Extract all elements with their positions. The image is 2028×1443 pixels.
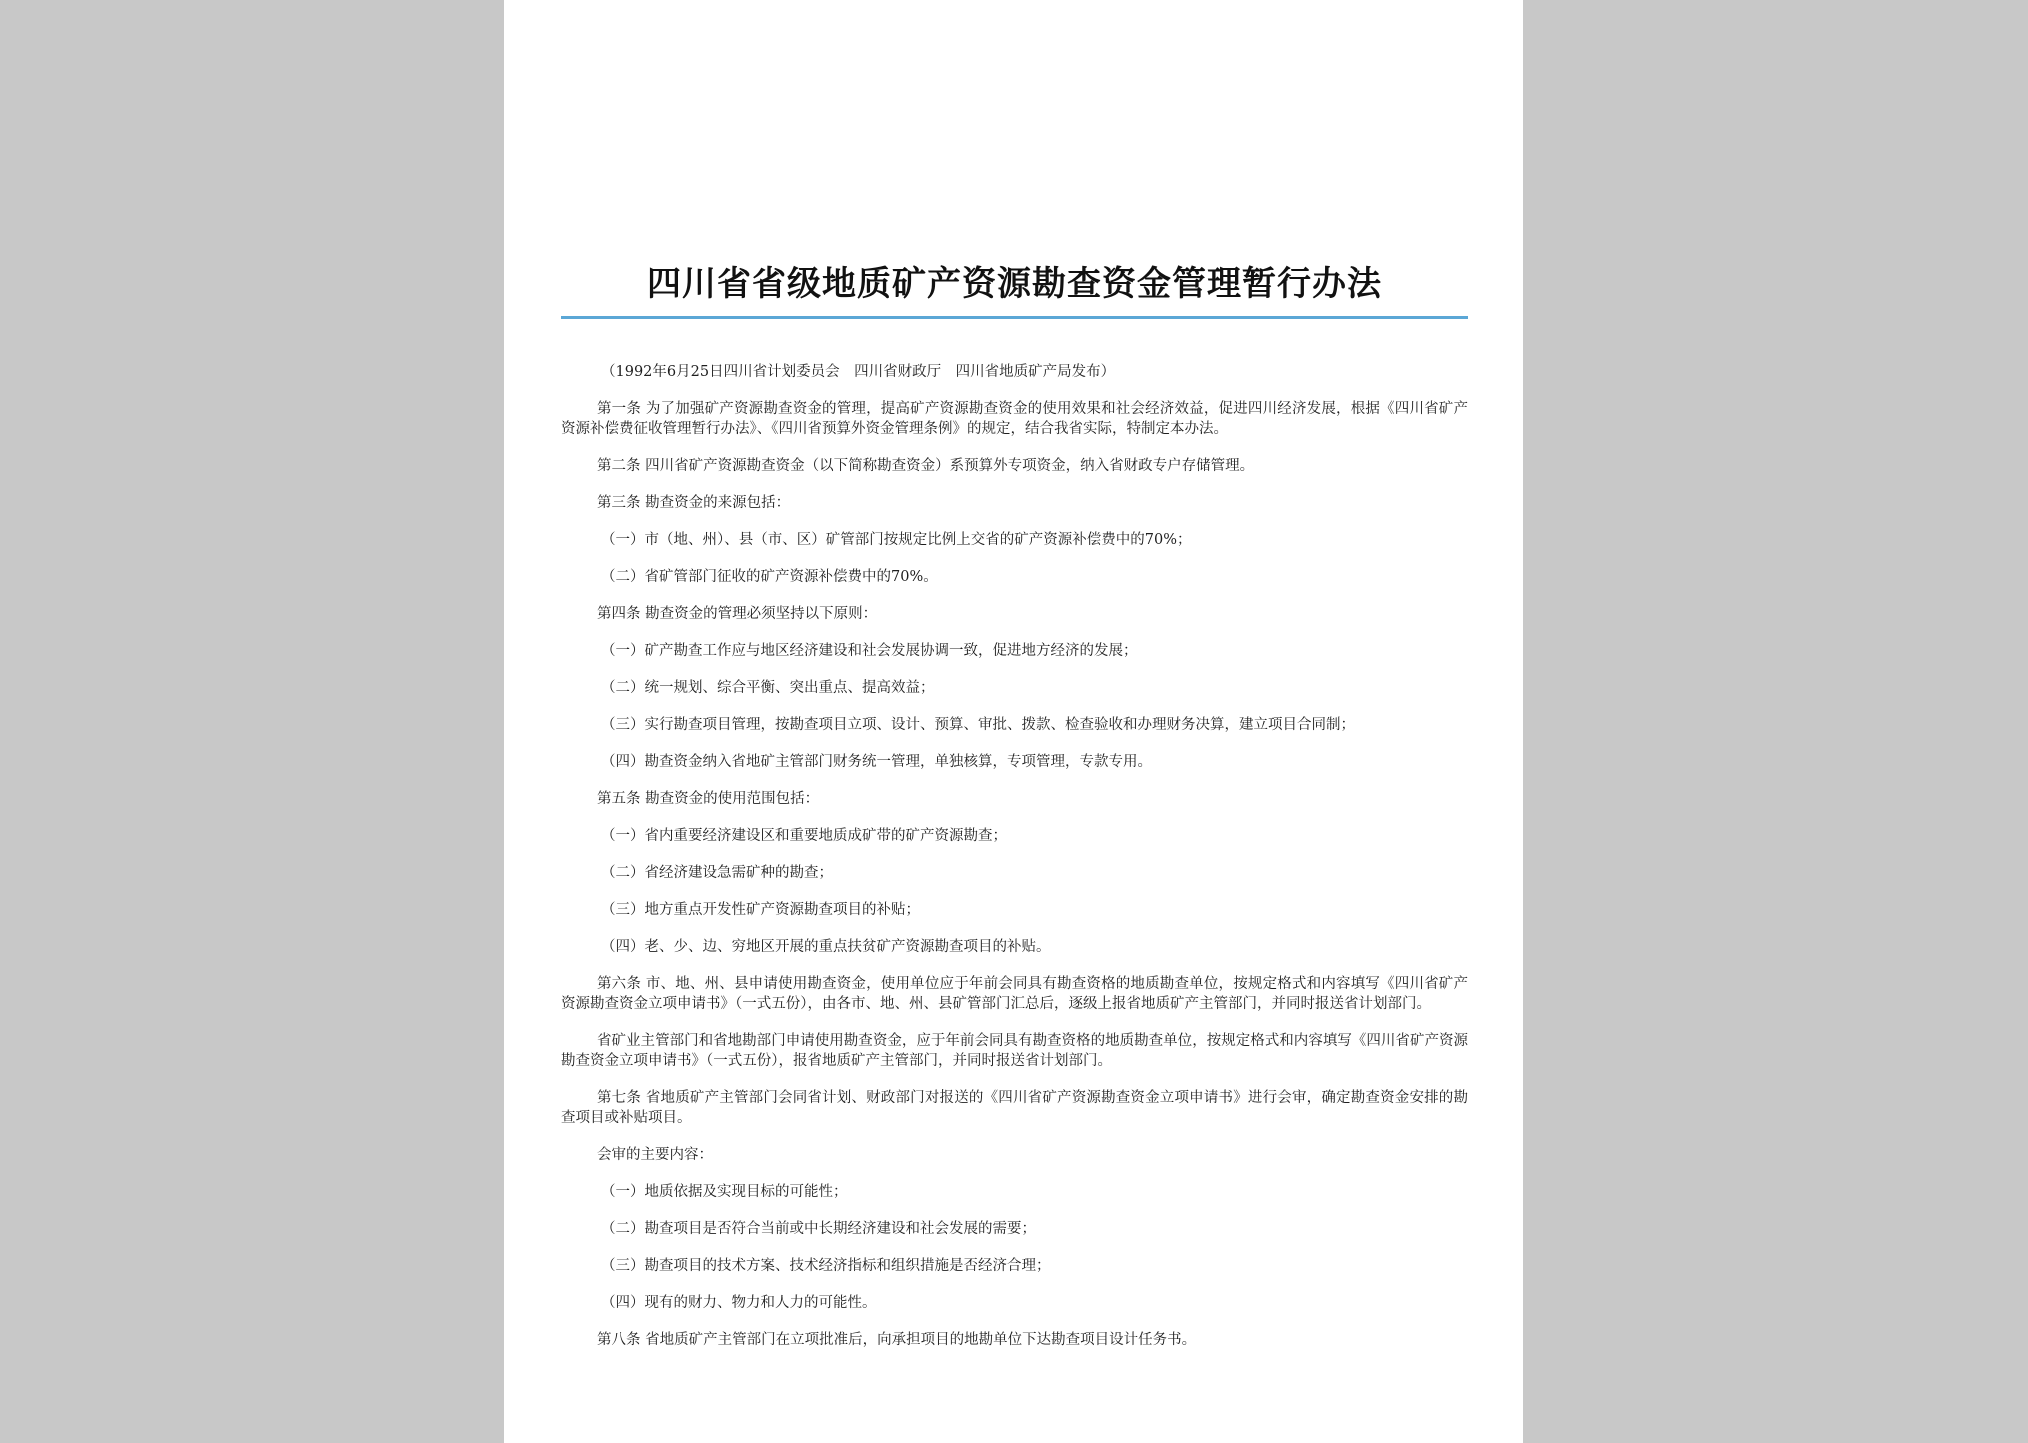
review-item-1: （一）地质依据及实现目标的可能性； [601, 1184, 848, 1200]
article-6: 第六条 市、地、州、县申请使用勘查资金，使用单位应于年前会同具有勘查资格的地质勘查单位，按规定格式和内容填写《四川省矿产资源勘查资金立项申请书》（一式五份），由各市、地、州、县矿管部门汇总后，逐级上报省地质矿产主管部门，并同时报送省计划部门。 [561, 976, 1468, 1012]
article-5-item-1: （一）省内重要经济建设区和重要地质成矿带的矿产资源勘查； [601, 828, 1007, 844]
document-body [561, 362, 1468, 1367]
article-5-item-4: （四）老、少、边、穷地区开展的重点扶贫矿产资源勘查项目的补贴。 [601, 939, 1051, 955]
article-3-item-1: （一）市（地、州）、县（市、区）矿管部门按规定比例上交省的矿产资源补偿费中的70%； [601, 532, 1192, 548]
article-4: 第四条 勘查资金的管理必须坚持以下原则： [597, 606, 878, 622]
article-2: 第二条 四川省矿产资源勘查资金（以下简称勘查资金）系预算外专项资金，纳入省财政专户存储管理。 [597, 458, 1255, 474]
review-item-2: （二）勘查项目是否符合当前或中长期经济建设和社会发展的需要； [601, 1221, 1036, 1237]
article-6-paragraph-2: 省矿业主管部门和省地勘部门申请使用勘查资金，应于年前会同具有勘查资格的地质勘查单位，按规定格式和内容填写《四川省矿产资源勘查资金立项申请书》（一式五份），报省地质矿产主管部门，并同时报送省计划部门。 [561, 1033, 1468, 1069]
article-5-item-3: （三）地方重点开发性矿产资源勘查项目的补贴； [601, 902, 920, 918]
article-3-item-2: （二）省矿管部门征收的矿产资源补偿费中的70%。 [601, 569, 938, 585]
article-8: 第八条 省地质矿产主管部门在立项批准后，向承担项目的地勘单位下达勘查项目设计任务书。 [597, 1332, 1197, 1348]
article-4-item-3: （三）实行勘查项目管理，按勘查项目立项、设计、预算、审批、拨款、检查验收和办理财务决算，建立项目合同制； [601, 717, 1355, 733]
title-underline [561, 316, 1468, 319]
article-5-item-2: （二）省经济建设急需矿种的勘查； [601, 865, 833, 881]
document-title: 四川省省级地质矿产资源勘查资金管理暂行办法 [647, 264, 1382, 304]
article-4-item-1: （一）矿产勘查工作应与地区经济建设和社会发展协调一致，促进地方经济的发展； [601, 643, 1138, 659]
article-7: 第七条 省地质矿产主管部门会同省计划、财政部门对报送的《四川省矿产资源勘查资金立项申请书》进行会审，确定勘查资金安排的勘查项目或补贴项目。 [561, 1090, 1468, 1126]
document-page [504, 0, 1523, 1443]
review-item-3: （三）勘查项目的技术方案、技术经济指标和组织措施是否经济合理； [601, 1258, 1051, 1274]
article-3: 第三条 勘查资金的来源包括： [597, 495, 791, 511]
review-contents-heading: 会审的主要内容： [597, 1147, 713, 1163]
article-4-item-4: （四）勘查资金纳入省地矿主管部门财务统一管理，单独核算，专项管理，专款专用。 [601, 754, 1152, 770]
article-1: 第一条 为了加强矿产资源勘查资金的管理，提高矿产资源勘查资金的使用效果和社会经济效益，促进四川经济发展，根据《四川省矿产资源补偿费征收管理暂行办法》、《四川省预算外资金管理条例》的规定，结合我省实际，特制定本办法。 [561, 401, 1468, 437]
publication-note: （1992年6月25日四川省计划委员会 四川省财政厅 四川省地质矿产局发布） [601, 364, 1116, 380]
article-5: 第五条 勘查资金的使用范围包括： [597, 791, 820, 807]
review-item-4: （四）现有的财力、物力和人力的可能性。 [601, 1295, 877, 1311]
article-4-item-2: （二）统一规划、综合平衡、突出重点、提高效益； [601, 680, 935, 696]
